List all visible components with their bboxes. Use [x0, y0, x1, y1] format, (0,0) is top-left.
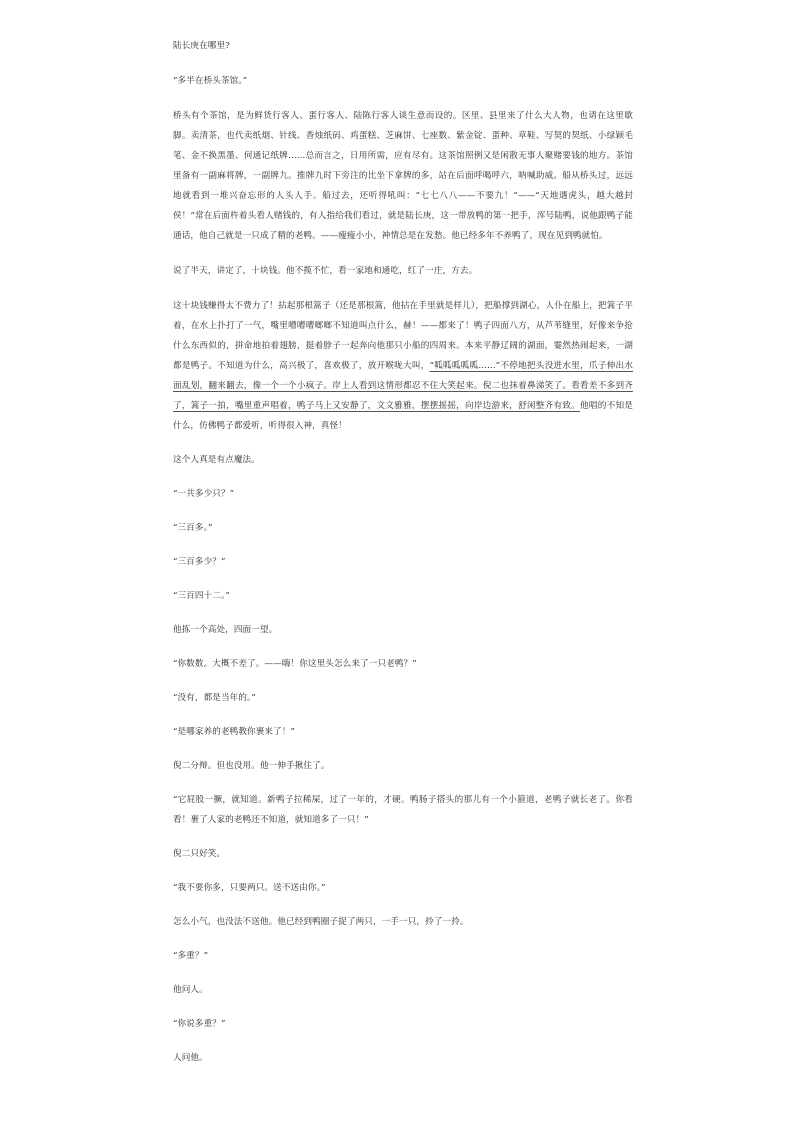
- paragraph-count: “三百四十二。”: [173, 591, 230, 601]
- paragraph-price-agreed: 说了半天，讲定了，十块钱。他不揽不忙，看一家地和通吃，红了一庄，方去。: [173, 266, 478, 276]
- paragraph-people-ask: 人问他。: [173, 1053, 208, 1063]
- paragraph-same-year: “没有，都是当年的。”: [173, 693, 256, 703]
- paragraph-teahouse-answer: “多半在桥头茶馆。”: [173, 76, 248, 86]
- calling-ducks-text: 这十块钱赚得太不费力了！拈起那根篙子（还是那根篙，他拈在手里就是样儿），把船撑到湖心，人仆在船上，把篙子平着，在水上扑打了一气，嘴里嘈嘈嘈啷啷不知道叫点什么，赫！——都来了！鸭子四面八方，从芦苇缝里，好像来争抢什么东西似的，拼命地拍着翅膀，挺着脖子一起奔向他那只小船的四周来。本来平静辽阔的湖面，霎然热闹起来，一湖都是鸭子。不知道为什么，高兴极了，喜欢极了，放开喉咙大叫，: [173, 301, 633, 371]
- paragraph-calling-ducks: [173, 296, 633, 436]
- paragraph-explanation: “它屁股一撅，就知道。新鸭子拉稀屎，过了一年的，才硬。鸭肠子搭头的那儿有一个小箍道，老鸭子就长老了。你看看！裹了人家的老鸭还不知道，就知道多了一只！”: [173, 795, 633, 825]
- paragraph-teahouse-description: 桥头有个茶馆，是为鲜货行客人、蛋行客人、陆陈行客人谈生意而设的。区里、县里来了什么大人物，也请在这里歇脚。卖清茶，也代卖纸烟、针线、香烛纸码、鸡蛋糕、芝麻饼、七座数、紫金锭、蛋种、草鞋、写契的契纸、小绿颖毛笔、金不换黑墨、何通记纸牌……总而言之，日用所需，应有尽有。这茶馆照例又是闲散无事人聚赌要钱的地方。茶馆里备有一副麻将牌，一副牌九。推牌九时下旁注的比坐下拿牌的多，站在后面呼喝呼六，呐喊助威。船从桥头过，远远地就看到一堆兴奋忘形的人头人手。船过去，还听得吼叫：“七七八八——不要九！”——“天地遇虎头，越大越封侯！”常在后面杵着头看人赌钱的，有人指给我们看过，就是陆长庚，这一带放鸭的第一把手，浑号陆鸭，说他跟鸭子能通话，他自己就是一只成了精的老鸭。——瘦瘦小小，神情总是在发愁。他已经多年不养鸭了，现在见到鸭就怕。: [173, 111, 633, 241]
- paragraph-how-many: “一共多少只？”: [173, 489, 235, 499]
- calling-ducks-ending: 他唱的不知是什么，仿佛鸭子都爱听，听得很入神，真怪！: [173, 401, 633, 431]
- paragraph-takes-two: 怎么小气，也没法不送他。他已经到鸭圈子捉了两只，一手一只，拎了一拎。: [173, 917, 469, 927]
- paragraph-looks-around: 他拣一个高处，四面一望。: [173, 625, 278, 635]
- paragraph-ni-er-argues: 倪二分辩。但也没用。他一伸手揪住了。: [173, 761, 330, 771]
- paragraph-magic: 这个人真是有点魔法。: [173, 455, 260, 465]
- paragraph-three-hundred: “三百多。”: [173, 523, 213, 533]
- paragraph-whose-duck: “是哪家养的老鸭教你裹来了！”: [173, 727, 296, 737]
- paragraph-how-heavy: “多重？”: [173, 951, 209, 961]
- underlined-passage: “呱呱呱呱呱……”不停地把头没进水里，爪子伸出水面乱划，翻来翻去，像一个一个小疯子。岸上人看到这情形都忍不住大笑起来。倪二也抹着鼻涕笑了。看看差不多到齐了，篙子一拍，嘴里重声唱着，鸭子马上又安静了，文文雅雅，摆摆摇摇，向岸边游来，舒闲整齐有致。: [173, 361, 633, 411]
- paragraph-ni-er-laughs: 倪二只好笑。: [173, 849, 226, 859]
- paragraph-question-where: 陆长庚在哪里?: [173, 41, 230, 51]
- paragraph-only-two: “我不要你多，只要两只。送不送由你。”: [173, 883, 326, 893]
- paragraph-how-many-exactly: “三百多少？”: [173, 557, 226, 567]
- paragraph-old-duck-question: “你数数。大概不差了。——嗨！你这里头怎么来了一只老鸭？”: [173, 659, 417, 669]
- paragraph-you-say: “你说多重？”: [173, 1019, 226, 1029]
- paragraph-he-asks: 他问人。: [173, 985, 208, 995]
- document-page: [173, 36, 633, 1068]
